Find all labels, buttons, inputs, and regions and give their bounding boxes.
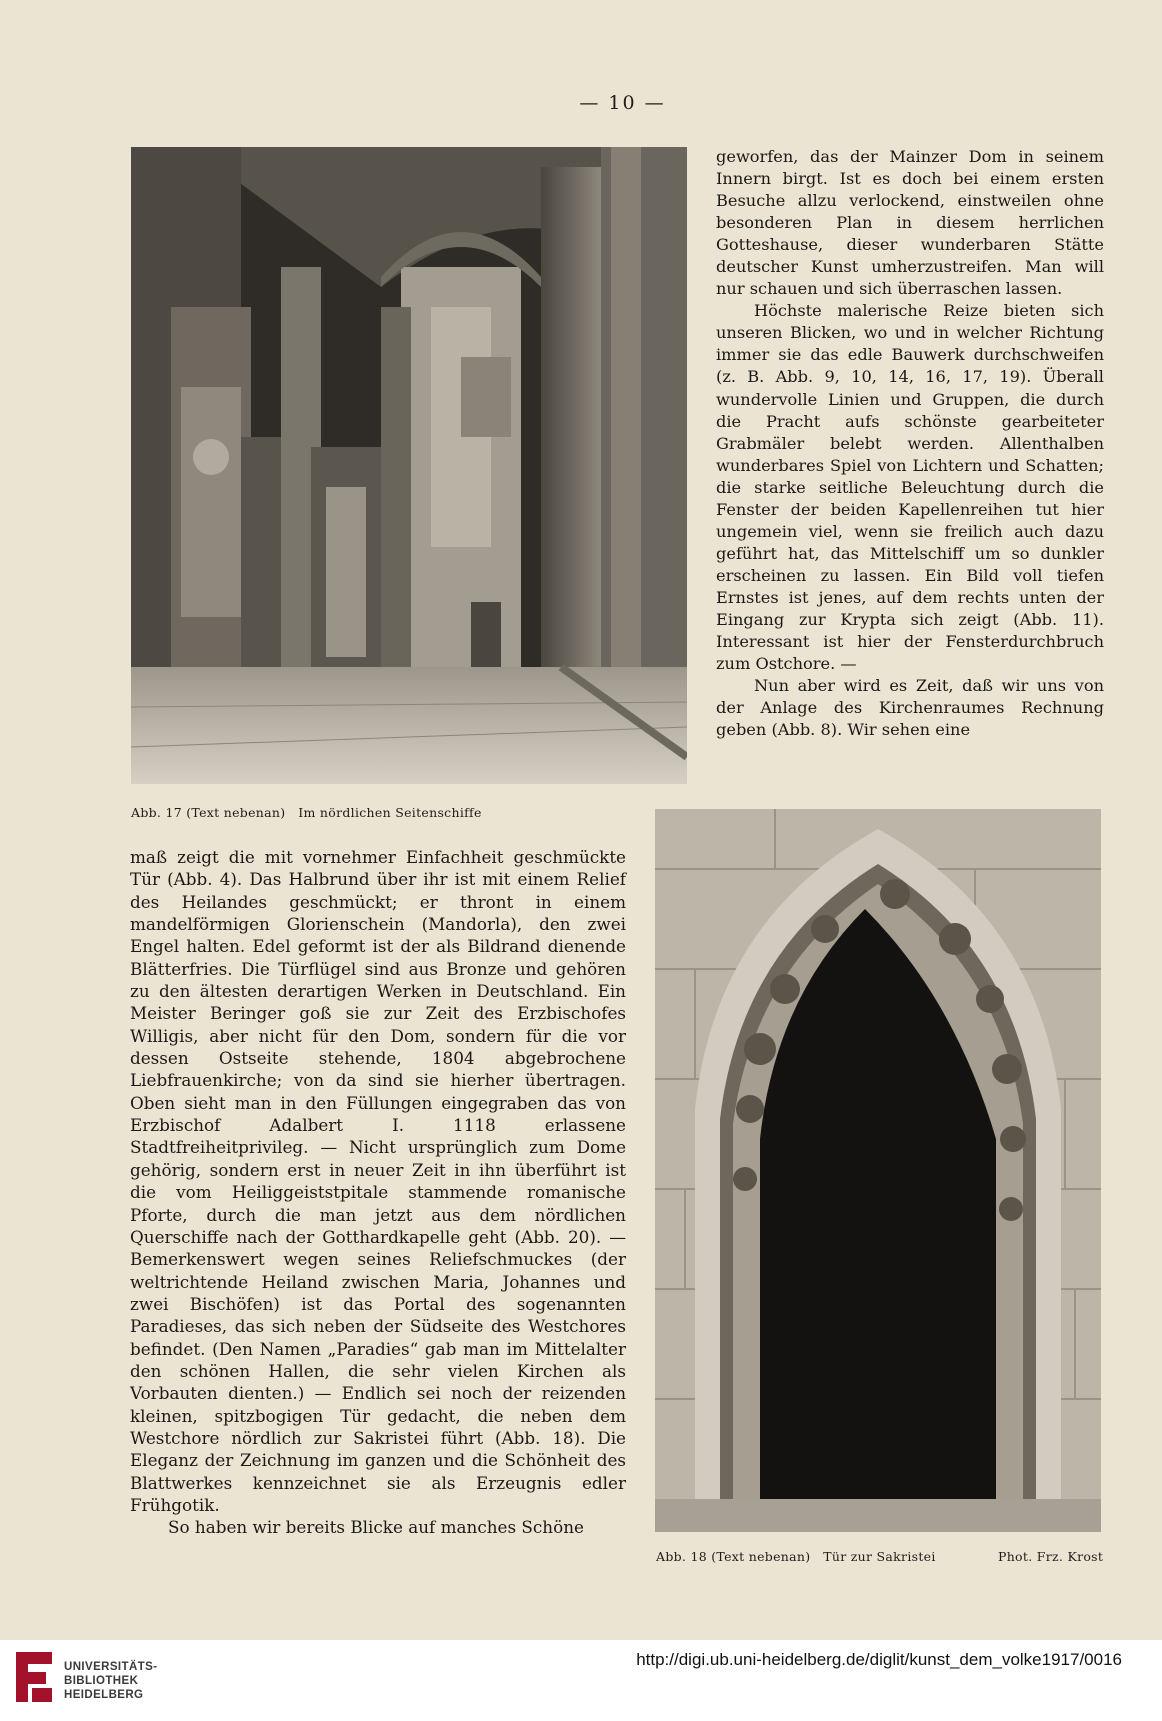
library-name-line: HEIDELBERG [64, 1689, 144, 1701]
paragraph: Höchste malerische Reize bieten sich unseren Blicken, wo und in welcher Richtung immer sie das edle Bauwerk durchschweifen (z. B. Abb. 9, 10, 14, 16, 17, 19). Überall wundervolle Linien und Gruppen, die durch die Pracht aufs schönste gearbeiteter Grabmäler belebt werden. Allenthalben wunderbares Spiel von Lichtern und Schatten; die starke seitliche Beleuchtung durch die Fenster der beiden Kapellenreihen tut hier ungemein viel, wenn sie freilich auch dazu geführt hat, das Mittelschiff um so dunkler erscheinen zu lassen. Ein Bild voll tiefen Ernstes ist jenes, auf dem rechts unten der Eingang zur Krypta sich zeigt (Abb. 11). Interessant ist hier der Fensterdurchbruch zum Ostchore. — [716, 301, 1104, 674]
figure-18-credit: Phot. Frz. Krost [998, 1549, 1104, 1564]
library-name-line: BIBLIOTHEK [64, 1675, 139, 1687]
right-text-column [716, 146, 1104, 741]
figure-18-caption: Abb. 18 (Text nebenan) Tür zur Sakristei [656, 1549, 936, 1564]
paragraph: geworfen, das der Mainzer Dom in seinem Innern birgt. Ist es doch bei einem ersten Besuche allzu verlockend, einstweilen ohne besonderen Plan in diesem herrlichen Gotteshause, dieser wunderbaren Stätte deutscher Kunst umherzustreifen. Man will nur schauen und sich überraschen lassen. [716, 147, 1104, 299]
source-url[interactable]: http://digi.ub.uni-heidelberg.de/diglit/kunst_dem_volke1917/0016 [636, 1650, 1122, 1669]
paragraph: maß zeigt die mit vornehmer Einfachheit geschmückte Tür (Abb. 4). Das Halbrund über ihr ist mit einem Relief des Heilandes geschmückt; er thront in einem mandelförmigen Glorienschein (Mandorla), den zwei Engel halten. Edel geformt ist der als Bildrand dienende Blätterfries. Die Türflügel sind aus Bronze und gehören zu den ältesten derartigen Werken in Deutschland. Ein Meister Beringer goß sie zur Zeit des Erzbischofes Willigis, aber nicht für den Dom, sondern für die vor dessen Ostseite stehende, 1804 abgebrochene Liebfrauenkirche; von da sind sie hierher übertragen. Oben sieht man in den Füllungen eingegraben das von Erzbischof Adalbert I. 1118 erlassene Stadtfreiheitprivileg. — Nicht ursprünglich zum Dome gehörig, sondern erst in neuer Zeit in ihn überführt ist die vom Heiliggeiststpitale stammende romanische Pforte, durch die man jetzt aus dem nördlichen Querschiffe nach der Gotthardkapelle geht (Abb. 20). — Bemerkenswert wegen seines Reliefschmuckes (der weltrichtende Heiland zwischen Maria, Johannes und zwei Bischöfen) ist das Portal des sogenannten Paradieses, das sich neben der Südseite des Westchores befindet. (Den Namen „Paradies“ gab man im Mittelalter den schönen Hallen, die sehr vielen Kirchen als Vorbauten dienten.) — Endlich sei noch der reizenden kleinen, spitzbogigen Tür gedacht, die neben dem Westchore nördlich zur Sakristei führt (Abb. 18). Die Eleganz der Zeichnung im ganzen und die Schönheit des Blattwerkes kennzeichnet sie als Erzeugnis edler Frühgotik. [130, 847, 626, 1515]
sacristy-door-image [655, 809, 1101, 1532]
library-name [64, 1660, 157, 1702]
paragraph: So haben wir bereits Blicke auf manches Schöne [168, 1517, 584, 1538]
figure-18-photo [655, 809, 1101, 1532]
page-number: — 10 — [579, 92, 666, 114]
cathedral-aisle-image [131, 147, 687, 784]
library-name-line: UNIVERSITÄTS- [64, 1661, 158, 1673]
library-logo-icon [10, 1648, 58, 1706]
left-text-column [130, 846, 626, 1539]
figure-17-caption: Abb. 17 (Text nebenan) Im nördlichen Seitenschiffe [131, 805, 482, 820]
figure-17-photo [131, 147, 687, 784]
paragraph: Nun aber wird es Zeit, daß wir uns von der Anlage des Kirchenraumes Rechnung geben (Abb. 8). Wir sehen eine [716, 676, 1104, 740]
